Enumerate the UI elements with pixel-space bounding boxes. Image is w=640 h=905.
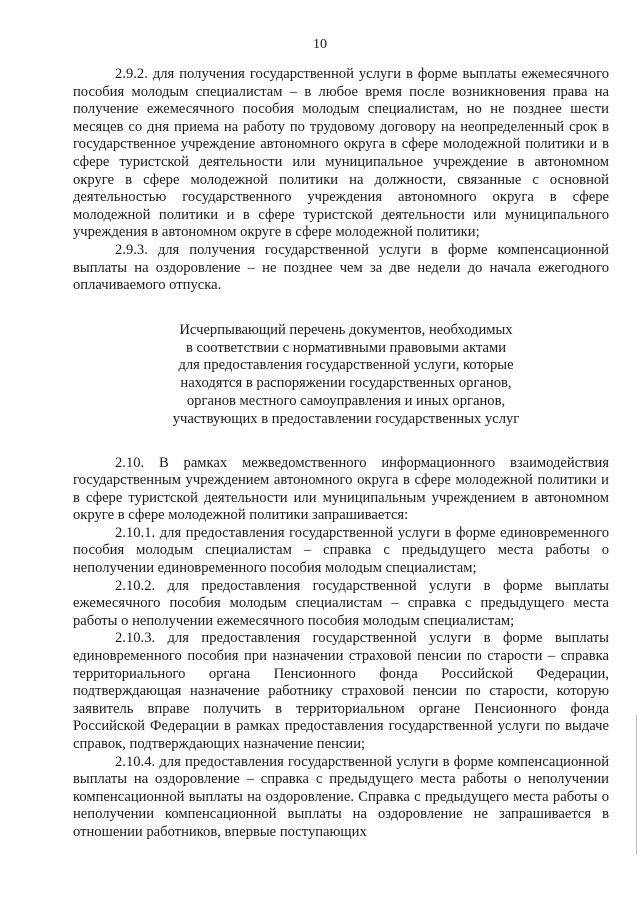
document-body — [73, 66, 609, 842]
paragraph-2-10-2: 2.10.2. для предоставления государственной услуги в форме выплаты ежемесячного пособия молодым специалистам – справка с предыдущего места работы о неполучении ежемесячного пособия молодым специалистам; — [73, 577, 609, 629]
section-heading — [73, 322, 609, 429]
paragraph-2-10: 2.10. В рамках межведомственного информационного взаимодействия государственным учреждением автономного округа в сфере молодежной политики и в сфере туристской деятельности или муниципальным учреждением в автономном округе в сфере молодежной политики запрашивается: — [73, 454, 609, 524]
heading-line: Исчерпывающий перечень документов, необходимых — [179, 321, 513, 338]
heading-line: органов местного самоуправления и иных органов, — [186, 392, 506, 409]
heading-line: в соответствии с нормативными правовыми актами — [185, 339, 507, 356]
paragraph-2-10-4: 2.10.4. для предоставления государственной услуги в форме компенсационной выплаты на оздоровление – справка с предыдущего места работы о неполучении компенсационной выплаты на оздоровление. Справка с предыдущего места работы о неполучении компенсационной выплаты на оздоровление не запрашивается в отношении работников, впервые поступающих — [73, 753, 609, 840]
paragraph-2-10-1: 2.10.1. для предоставления государственной услуги в форме единовременного пособия молодым специалистам – справка с предыдущего места работы о неполучении единовременного пособия молодым специалистам; — [73, 524, 609, 577]
paragraph-2-10-3: 2.10.3. для предоставления государственной услуги в форме выплаты единовременного пособия при назначении страховой пенсии по старости – справка территориального органа Пенсионного фонда Российской Федерации, подтверждающая назначение работнику страховой пенсии по старости, которую заявитель вправе получить в территориальном органе Пенсионного фонда Российской Федерации в рамках предоставления государственной услуги по выдаче справок, подтверждающих назначение пенсии; — [73, 630, 609, 752]
paragraph-2-9-2: 2.9.2. для получения государственной услуги в форме выплаты ежемесячного пособия молодым специалистам – в любое время после возникновения права на получение ежемесячного пособия молодым специалистам, но не позднее шести месяцев со дня приема на работу по трудовому договору на неопределенный срок в государственное учреждение автономного округа в сфере молодежной политики и в сфере туристской деятельности или муниципальное учреждение в автономном округе в сфере молодежной политики на должности, связанные с основной деятельностью государственного учреждения автономного округа в сфере молодежной политики и в сфере туристской деятельности или муниципального учреждения в автономном округе в сфере молодежной политики; — [73, 66, 609, 241]
page-number: 10 — [313, 37, 327, 52]
heading-line: участвующих в предоставлении государственных услуг — [172, 410, 520, 427]
heading-line: находятся в распоряжении государственных органов, — [180, 375, 512, 392]
paragraph-2-9-3: 2.9.3. для получения государственной услуги в форме компенсационной выплаты на оздоровление – не позднее чем за две недели до начала ежегодного оплачиваемого отпуска. — [73, 241, 609, 294]
heading-line: для предоставления государственной услуги, которые — [178, 357, 514, 374]
scan-edge-mark — [636, 715, 637, 855]
